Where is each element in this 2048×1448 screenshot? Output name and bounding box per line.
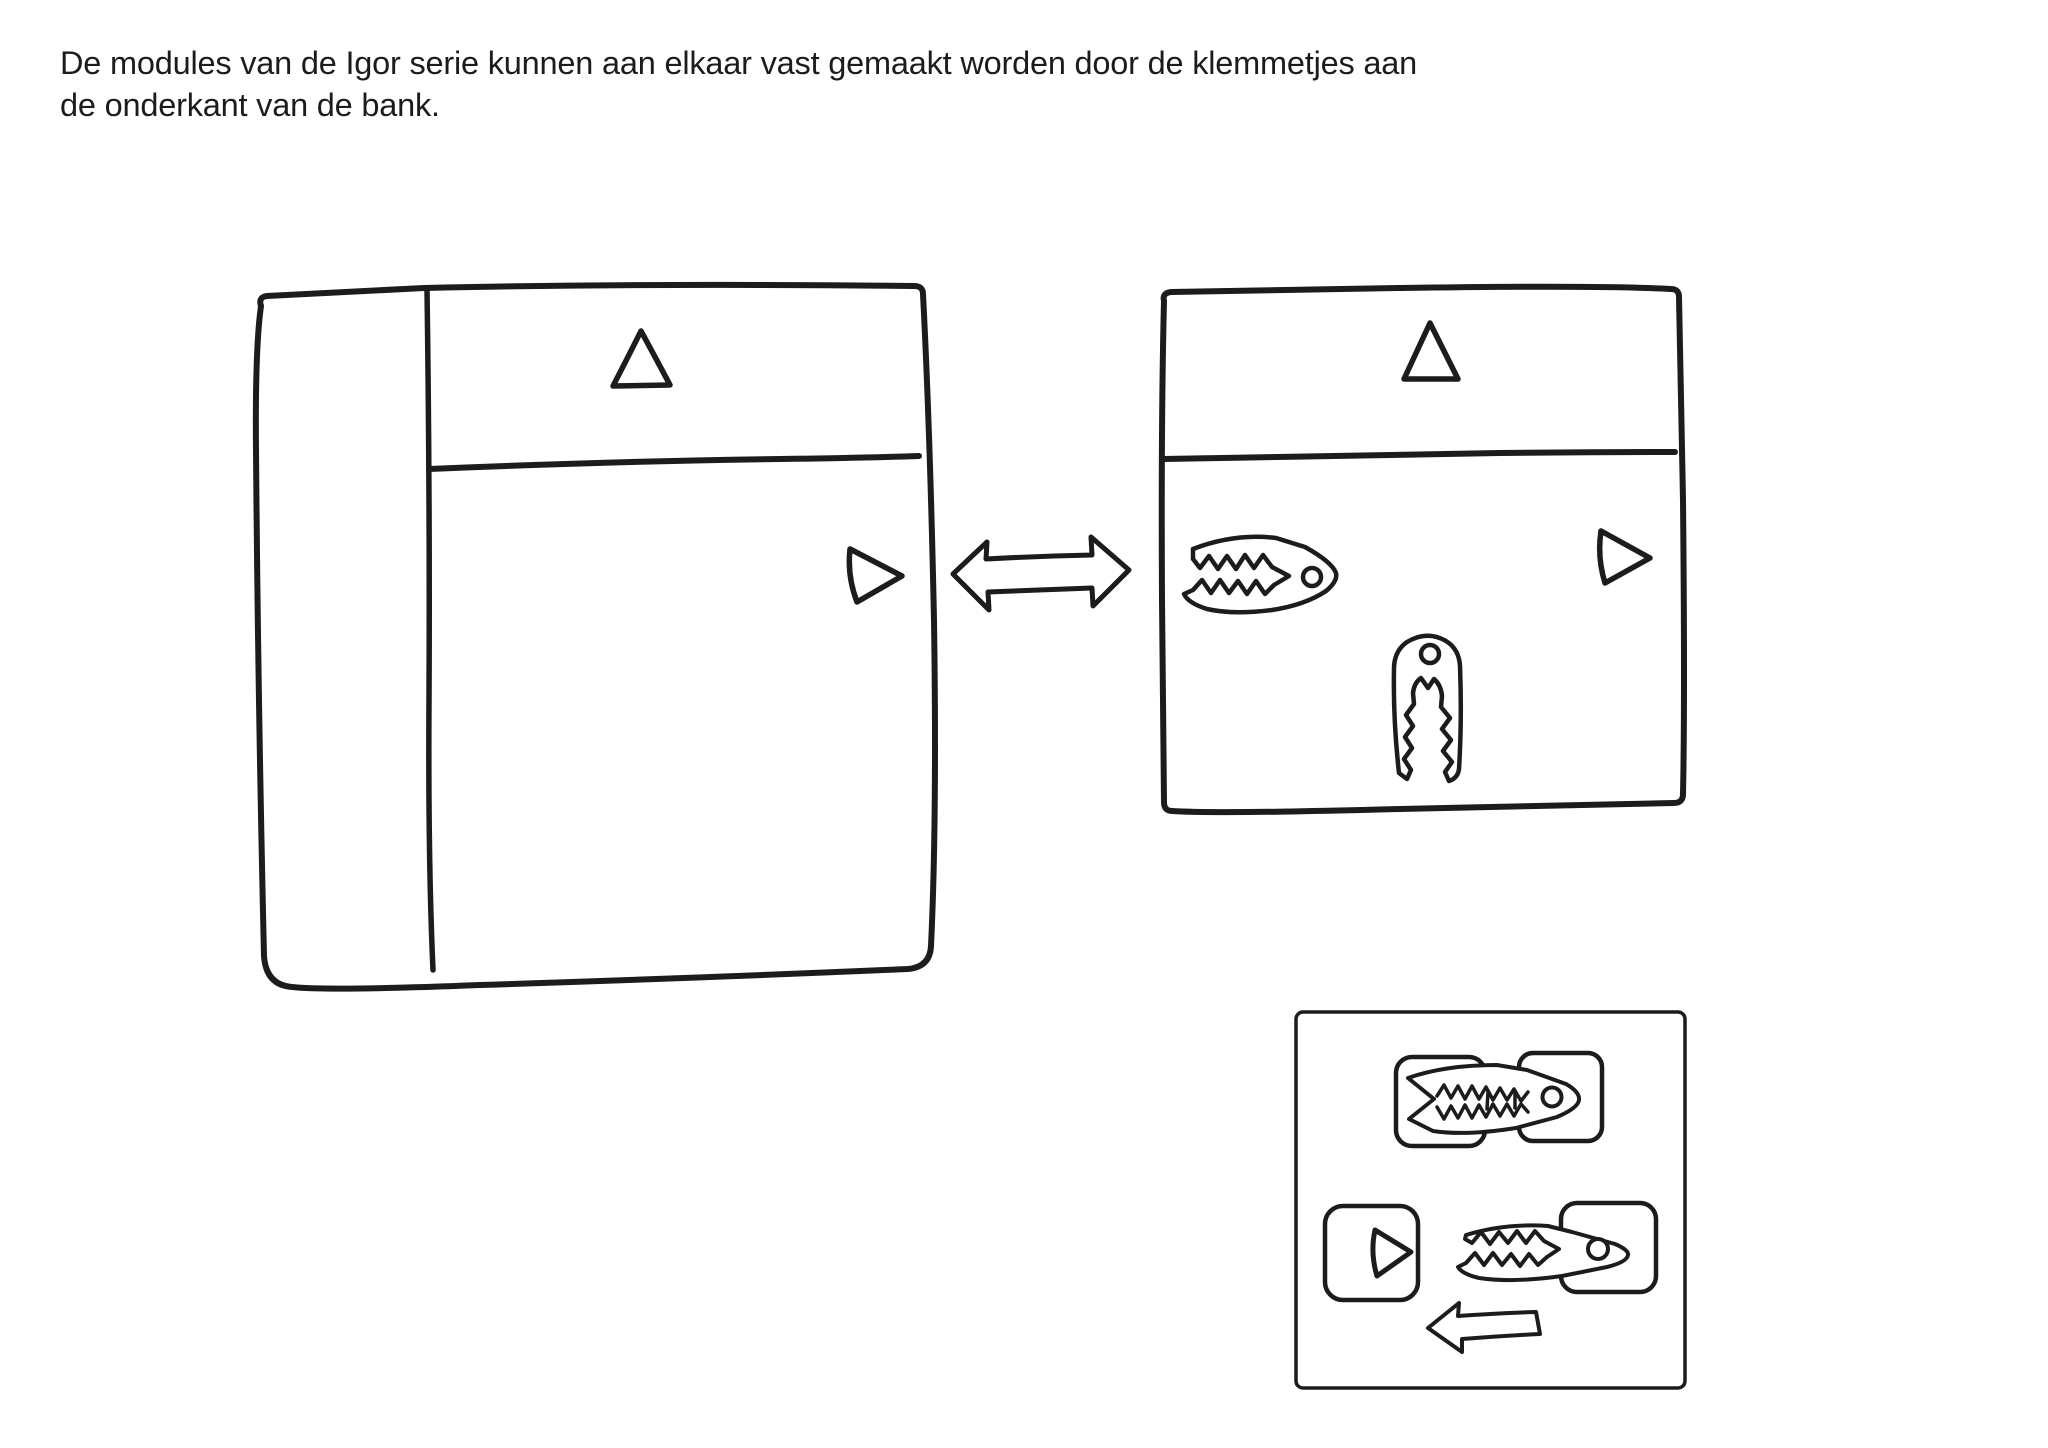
triangle-right-icon [849, 549, 902, 602]
clip-horizontal-icon [1184, 537, 1336, 612]
clip-teeth-tick [1487, 1092, 1488, 1109]
backrest-divider-line [429, 456, 919, 469]
backrest-divider-line [1163, 452, 1675, 459]
triangle-up-icon [1404, 323, 1458, 379]
clip-rivet [1543, 1088, 1562, 1107]
clip-rivet [1421, 645, 1439, 663]
instruction-line-2: de onderkant van de bank. [60, 87, 440, 123]
instruction-line-1: De modules van de Igor serie kunnen aan elkaar vast gemaakt worden door de klemmetjes aan [60, 45, 1418, 81]
double-arrow-icon [953, 537, 1129, 610]
triangle-right-icon [1600, 531, 1650, 583]
triangle-up-icon [613, 331, 670, 386]
detail-engaged-assembly [1396, 1053, 1602, 1146]
triangle-right-icon [1373, 1230, 1411, 1276]
clip-rivet [1588, 1239, 1608, 1259]
connection-arrow [953, 537, 1129, 610]
armrest-divider-line [427, 289, 433, 970]
clip-vertical-icon [1394, 636, 1461, 781]
clip-rivet [1303, 568, 1321, 586]
left-module [256, 285, 935, 989]
right-module [1162, 287, 1684, 812]
detail-open-assembly [1325, 1203, 1656, 1300]
arrow-left-icon [1428, 1303, 1540, 1352]
detail-inset [1296, 1012, 1685, 1388]
left-module-outline [256, 285, 935, 989]
